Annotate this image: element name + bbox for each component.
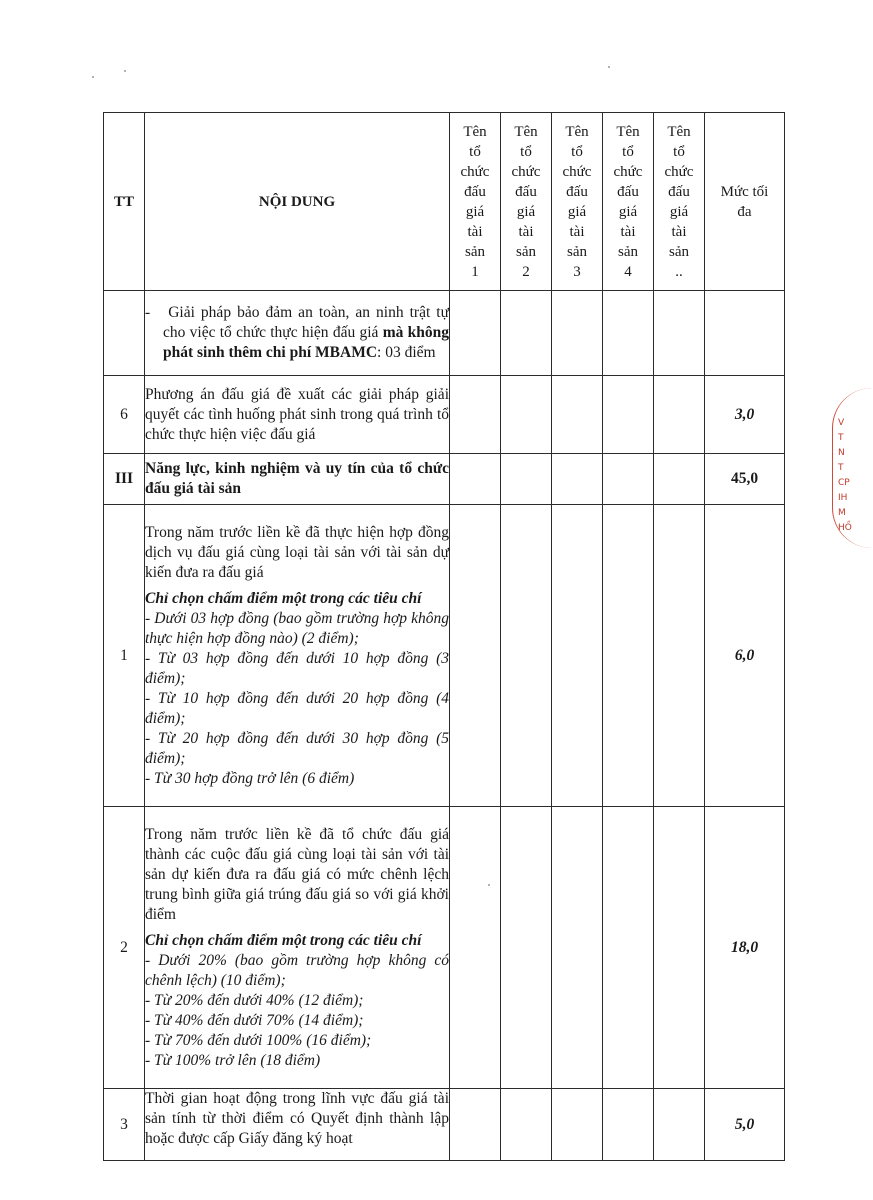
- score-cell-org-1: [450, 376, 501, 454]
- score-cell-org-2: [501, 505, 552, 807]
- score-cell-org-2: [501, 807, 552, 1089]
- table-row: [104, 807, 785, 1089]
- score-cell-org-3: [552, 376, 603, 454]
- score-cell-org-5: [654, 291, 705, 376]
- score-cell-org-4: [603, 291, 654, 376]
- score-cell-org-2: [501, 454, 552, 505]
- criteria-intro: Trong năm trước liền kề đã thực hiện hợp đồng dịch vụ đấu giá cùng loại tài sản với tài sản dự kiến đưa ra đấu giá: [145, 523, 449, 581]
- row-content: Thời gian hoạt động trong lĩnh vực đấu giá tài sản tính từ thời điểm có Quyết định thành lập hoặc được cấp Giấy đăng ký hoạt: [145, 1089, 450, 1161]
- score-cell-org-5: [654, 376, 705, 454]
- max-score: 6,0: [705, 505, 785, 807]
- score-cell-org-1: [450, 505, 501, 807]
- header-org-4: Tên tổ chức đấu giá tài sản 4: [603, 113, 654, 291]
- score-cell-org-1: [450, 291, 501, 376]
- criteria-item: - Từ 100% trở lên (18 điểm): [145, 1051, 321, 1069]
- score-cell-org-5: [654, 505, 705, 807]
- table-row: [104, 291, 785, 376]
- score-cell-org-3: [552, 291, 603, 376]
- red-seal-stamp: [828, 388, 850, 548]
- criteria-item: - Từ 30 hợp đồng trở lên (6 điểm): [145, 769, 355, 787]
- header-row: [104, 113, 785, 291]
- section-row: [104, 454, 785, 505]
- row-number: 2: [104, 807, 145, 1089]
- score-cell-org-2: [501, 291, 552, 376]
- score-cell-org-2: [501, 1089, 552, 1161]
- row-content: [145, 807, 450, 1089]
- table-row: [104, 505, 785, 807]
- header-org-5: Tên tổ chức đấu giá tài sản ..: [654, 113, 705, 291]
- score-cell-org-5: [654, 454, 705, 505]
- score-cell-org-3: [552, 807, 603, 1089]
- criteria-item: - Dưới 03 hợp đồng (bao gồm trường hợp không thực hiện hợp đồng nào) (2 điểm);: [145, 609, 449, 647]
- score-cell-org-1: [450, 807, 501, 1089]
- score-cell-org-4: [603, 1089, 654, 1161]
- criteria-item: - Dưới 20% (bao gồm trường hợp không có chênh lệch) (10 điểm);: [145, 951, 449, 989]
- score-cell-org-1: [450, 1089, 501, 1161]
- table-row: [104, 376, 785, 454]
- row-number: [104, 291, 145, 376]
- score-cell-org-4: [603, 807, 654, 1089]
- criteria-item: - Từ 20 hợp đồng đến dưới 30 hợp đồng (5 điểm);: [145, 729, 449, 767]
- criteria-intro: Trong năm trước liền kề đã tổ chức đấu giá thành các cuộc đấu giá cùng loại tài sản với tài sản dự kiến đưa ra đấu giá có mức chênh lệch trung bình giữa giá trúng đấu giá so với giá khởi điểm: [145, 825, 449, 923]
- score-cell-org-4: [603, 454, 654, 505]
- score-cell-org-1: [450, 454, 501, 505]
- header-tt: TT: [104, 113, 145, 291]
- section-title: Năng lực, kinh nghiệm và uy tín của tổ chức đấu giá tài sản: [145, 454, 450, 505]
- score-cell-org-4: [603, 376, 654, 454]
- max-score: 5,0: [705, 1089, 785, 1161]
- evaluation-table: [103, 112, 785, 1161]
- header-org-1: Tên tổ chức đấu giá tài sản 1: [450, 113, 501, 291]
- score-cell-org-2: [501, 376, 552, 454]
- criteria-item: - Từ 20% đến dưới 40% (12 điểm);: [145, 991, 364, 1009]
- criteria-item: - Từ 03 hợp đồng đến dưới 10 hợp đồng (3 điểm);: [145, 649, 449, 687]
- score-cell-org-5: [654, 807, 705, 1089]
- criteria-title: Chỉ chọn chấm điểm một trong các tiêu chí: [145, 931, 422, 949]
- max-score: 18,0: [705, 807, 785, 1089]
- row-content: [145, 505, 450, 807]
- score-cell-org-4: [603, 505, 654, 807]
- row-number: 6: [104, 376, 145, 454]
- row-number: 3: [104, 1089, 145, 1161]
- header-org-2: Tên tổ chức đấu giá tài sản 2: [501, 113, 552, 291]
- criteria-item: - Từ 40% đến dưới 70% (14 điểm);: [145, 1011, 364, 1029]
- score-cell-org-5: [654, 1089, 705, 1161]
- max-score: [705, 291, 785, 376]
- row-content: - Giải pháp bảo đảm an toàn, an ninh trật tự cho việc tổ chức thực hiện đấu giá mà không phát sinh thêm chi phí MBAMC: 03 điểm: [145, 291, 450, 376]
- score-cell-org-3: [552, 505, 603, 807]
- section-number: III: [104, 454, 145, 505]
- table-row: [104, 1089, 785, 1161]
- seal-letters: V T N T CP IH M HỒ: [838, 418, 852, 533]
- header-org-3: Tên tổ chức đấu giá tài sản 3: [552, 113, 603, 291]
- criteria-item: - Từ 70% đến dưới 100% (16 điểm);: [145, 1031, 372, 1049]
- header-content: NỘI DUNG: [145, 113, 450, 291]
- header-max-score: Mức tối đa: [705, 113, 785, 291]
- row-number: 1: [104, 505, 145, 807]
- criteria-item: - Từ 10 hợp đồng đến dưới 20 hợp đồng (4 điểm);: [145, 689, 449, 727]
- score-cell-org-3: [552, 454, 603, 505]
- row-content: Phương án đấu giá đề xuất các giải pháp giải quyết các tình huống phát sinh trong quá trình tổ chức thực hiện việc đấu giá: [145, 376, 450, 454]
- score-cell-org-3: [552, 1089, 603, 1161]
- max-score: 3,0: [705, 376, 785, 454]
- criteria-title: Chỉ chọn chấm điểm một trong các tiêu chí: [145, 589, 422, 607]
- max-score: 45,0: [705, 454, 785, 505]
